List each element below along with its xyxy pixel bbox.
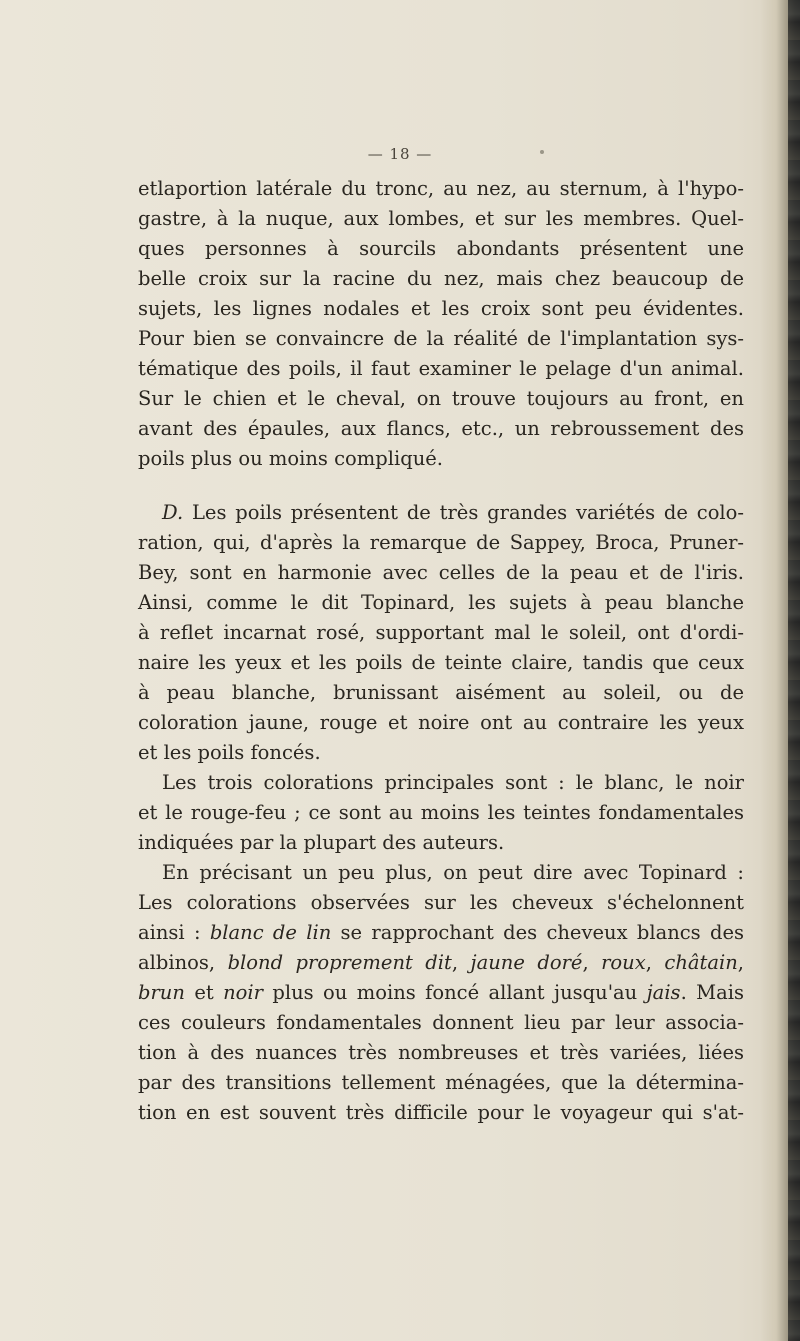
text-line: et le rouge-feu ; ce sont au moins les teintes fondamentales bbox=[138, 801, 744, 824]
book-spine-edge bbox=[788, 0, 800, 1341]
text-line: Ainsi, comme le dit Topinard, les sujets à peau blanche bbox=[138, 591, 744, 614]
text-line: à reflet incarnat rosé, supportant mal le soleil, ont d'ordi- bbox=[138, 621, 744, 644]
text-line: tion en est souvent très difficile pour le voyageur qui s'at- bbox=[138, 1101, 744, 1124]
text-line: ces couleurs fondamentales donnent lieu par leur associa- bbox=[138, 1011, 744, 1034]
text-line: avant des épaules, aux flancs, etc., un rebroussement des bbox=[138, 417, 744, 440]
text-line: Sur le chien et le cheval, on trouve toujours au front, en bbox=[138, 387, 744, 410]
paragraph-gap bbox=[138, 474, 744, 498]
text-line: et les poils foncés. bbox=[138, 741, 321, 764]
text-line: tématique des poils, il faut examiner le pelage d'un animal. bbox=[138, 357, 744, 380]
text-line: D. Les poils présentent de très grandes variétés de colo- bbox=[162, 501, 744, 524]
text-line: Les trois colorations principales sont : le blanc, le noir bbox=[162, 771, 744, 794]
text-line: Les colorations observées sur les cheveux s'échelonnent bbox=[138, 891, 744, 914]
text-line: Bey, sont en harmonie avec celles de la peau et de l'iris. bbox=[138, 561, 744, 584]
text-line: par des transitions tellement ménagées, que la détermina- bbox=[138, 1071, 744, 1094]
text-line: naire les yeux et les poils de teinte claire, tandis que ceux bbox=[138, 651, 744, 674]
text-line: etlaportion latérale du tronc, au nez, au sternum, à l'hypo- bbox=[138, 177, 744, 200]
text-line: poils plus ou moins compliqué. bbox=[138, 447, 444, 470]
text-line: ainsi : blanc de lin se rapprochant des cheveux blancs des bbox=[138, 921, 744, 944]
text-line: En précisant un peu plus, on peut dire avec Topinard : bbox=[162, 861, 744, 884]
text-line: ration, qui, d'après la remarque de Sappey, Broca, Pruner- bbox=[138, 531, 744, 554]
text-line: albinos, blond proprement dit, jaune doré, roux, châtain, bbox=[138, 951, 744, 974]
text-line: coloration jaune, rouge et noire ont au contraire les yeux bbox=[138, 711, 744, 734]
page-number: — 18 — bbox=[367, 145, 433, 163]
text-line: brun et noir plus ou moins foncé allant jusqu'au jais. Mais bbox=[138, 981, 744, 1004]
text-line: à peau blanche, brunissant aisément au soleil, ou de bbox=[138, 681, 744, 704]
text-line: sujets, les lignes nodales et les croix sont peu évidentes. bbox=[138, 297, 744, 320]
text-line: tion à des nuances très nombreuses et très variées, liées bbox=[138, 1041, 744, 1064]
text-line: indiquées par la plupart des auteurs. bbox=[138, 831, 505, 854]
body-text bbox=[138, 174, 744, 1128]
text-line: ques personnes à sourcils abondants présentent une bbox=[138, 237, 744, 260]
text-line: Pour bien se convaincre de la réalité de l'implantation sys- bbox=[138, 327, 744, 350]
text-line: belle croix sur la racine du nez, mais chez beaucoup de bbox=[138, 267, 744, 290]
text-line: gastre, à la nuque, aux lombes, et sur les membres. Quel- bbox=[138, 207, 744, 230]
